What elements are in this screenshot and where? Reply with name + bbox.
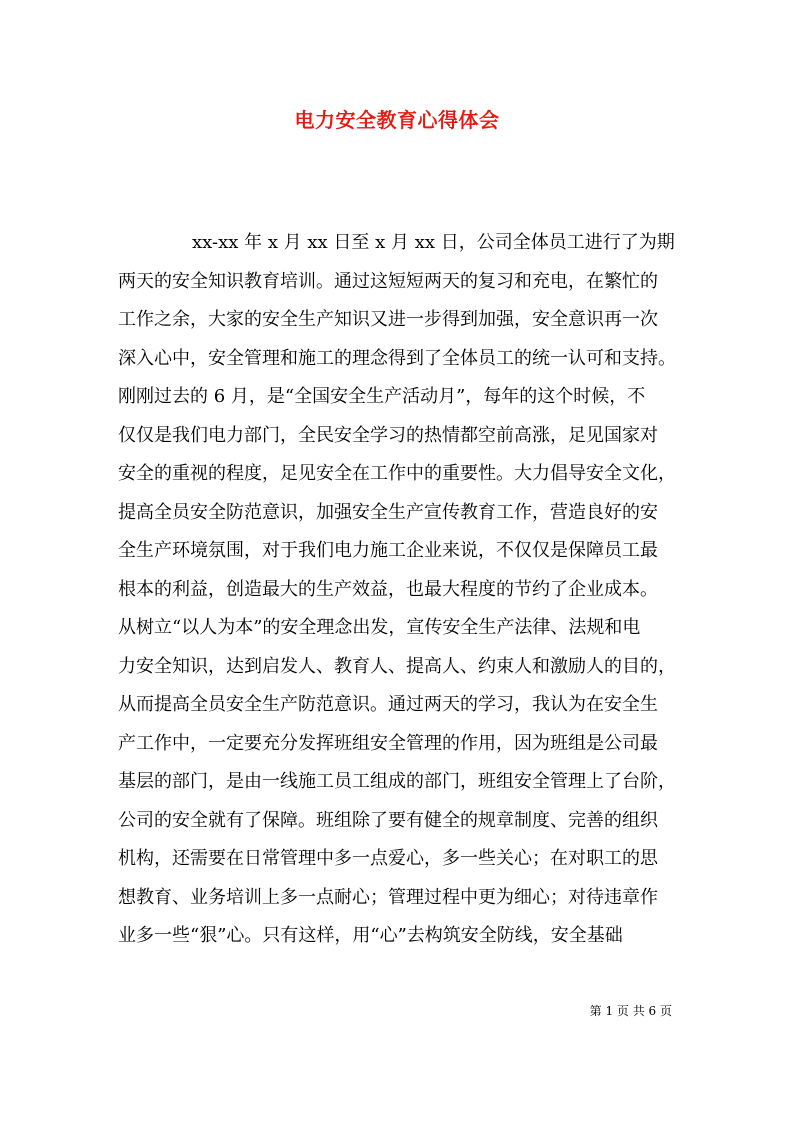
body-line: 想教育、业务培训上多一点耐心；管理过程中更为细心；对待违章作: [118, 886, 658, 908]
body-line: 两天的安全知识教育培训。通过这短短两天的复习和充电，在繁忙的: [118, 270, 658, 292]
body-line: 产工作中，一定要充分发挥班组安全管理的作用，因为班组是公司最: [118, 732, 658, 754]
body-line: 安全的重视的程度，足见安全在工作中的重要性。大力倡导安全文化，: [118, 463, 676, 484]
document-title: 电力安全教育心得体会: [294, 108, 500, 132]
body-line: 根本的利益，创造最大的生产效益，也最大程度的节约了企业成本。: [118, 578, 658, 600]
body-line: 业多一些“狠”心。只有这样，用“心”去构筑安全防线，安全基础: [118, 925, 623, 946]
body-line: 刚刚过去的 6 月，是“全国安全生产活动月”，每年的这个时候，不: [118, 386, 646, 407]
body-line: 基层的部门，是由一线施工员工组成的部门，班组安全管理上了台阶，: [118, 771, 676, 792]
body-line: 仅仅是我们电力部门，全民安全学习的热情都空前高涨，足见国家对: [118, 424, 658, 446]
body-line: 工作之余，大家的安全生产知识又进一步得到加强，安全意识再一次: [118, 309, 658, 330]
body-line: 机构，还需要在日常管理中多一点爱心，多一些关心；在对职工的思: [118, 848, 658, 869]
body-line: 力安全知识，达到启发人、教育人、提高人、约束人和激励人的目的，: [118, 655, 676, 677]
body-line: 全生产环境氛围，对于我们电力施工企业来说，不仅仅是保障员工最: [118, 540, 658, 561]
body-line: 公司的安全就有了保障。班组除了要有健全的规章制度、完善的组织: [118, 809, 658, 831]
body-line: 深入心中，安全管理和施工的理念得到了全体员工的统一认可和支持。: [118, 347, 676, 369]
body-line: 提高全员安全防范意识，加强安全生产宣传教育工作，营造良好的安: [118, 501, 658, 523]
body-line: 从而提高全员安全生产防范意识。通过两天的学习，我认为在安全生: [118, 694, 658, 715]
page-number: 第 1 页 共 6 页: [589, 1004, 672, 1018]
body-line: 从树立“以人为本”的安全理念出发，宣传安全生产法律、法规和电: [118, 617, 641, 638]
body-line: xx-xx 年 x 月 xx 日至 x 月 xx 日，公司全体员工进行了为期: [192, 232, 675, 253]
body-text: [118, 228, 680, 960]
